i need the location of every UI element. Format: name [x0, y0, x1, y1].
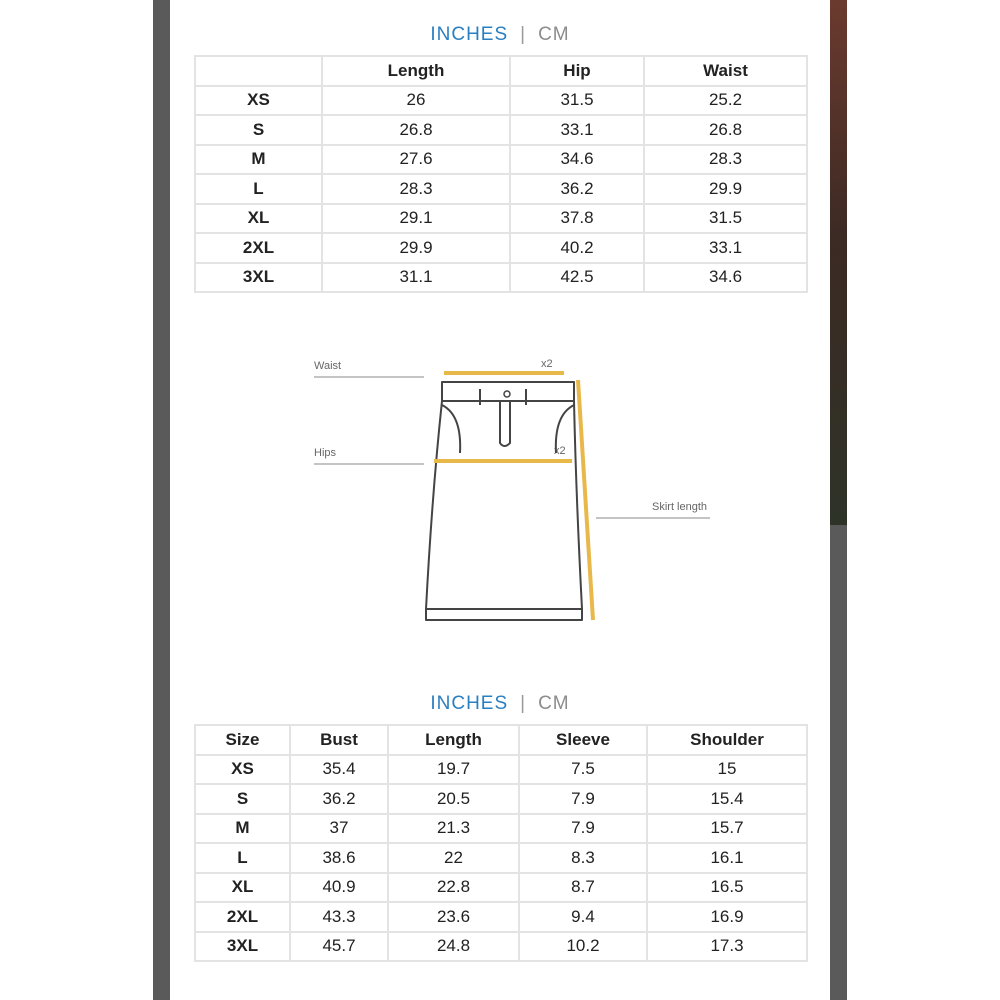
- size-cell: L: [195, 174, 322, 204]
- size-cell: XL: [195, 873, 290, 903]
- table-row: [195, 843, 807, 873]
- size-guide-panel: [170, 0, 830, 1000]
- button-icon: [504, 391, 510, 397]
- table-header-row: [195, 56, 807, 86]
- table-row: [195, 902, 807, 932]
- measurement-cell: 31.5: [644, 204, 807, 234]
- measurement-cell: 9.4: [519, 902, 647, 932]
- hips-multiplier: x2: [554, 445, 566, 457]
- measurement-cell: 45.7: [290, 932, 388, 962]
- size-cell: 3XL: [195, 932, 290, 962]
- skirt-size-table: [194, 55, 808, 293]
- size-cell: M: [195, 145, 322, 175]
- measurement-cell: 25.2: [644, 86, 807, 116]
- measurement-cell: 27.6: [322, 145, 510, 175]
- table-row: [195, 233, 807, 263]
- size-cell: S: [195, 784, 290, 814]
- table-row: [195, 263, 807, 293]
- measurement-cell: 16.9: [647, 902, 807, 932]
- measurement-cell: 23.6: [388, 902, 519, 932]
- measurement-cell: 29.9: [322, 233, 510, 263]
- table-row: [195, 755, 807, 785]
- table-header-row: [195, 725, 807, 755]
- top-unit-toggle: [170, 693, 830, 715]
- size-cell: XL: [195, 204, 322, 234]
- size-cell: XS: [195, 86, 322, 116]
- measurement-cell: 7.9: [519, 814, 647, 844]
- measurement-cell: 28.3: [322, 174, 510, 204]
- top-size-table: [194, 724, 808, 962]
- skirt-unit-toggle: [170, 24, 830, 46]
- measurement-cell: 22.8: [388, 873, 519, 903]
- measurement-cell: 29.1: [322, 204, 510, 234]
- measurement-cell: 31.5: [510, 86, 644, 116]
- measurement-cell: 26: [322, 86, 510, 116]
- top-inches-tab[interactable]: INCHES: [430, 693, 509, 714]
- measurement-cell: 22: [388, 843, 519, 873]
- header-waist: Waist: [644, 56, 807, 86]
- header-length: Length: [388, 725, 519, 755]
- table-row: [195, 932, 807, 962]
- measurement-cell: 36.2: [510, 174, 644, 204]
- measurement-cell: 26.8: [644, 115, 807, 145]
- table-row: [195, 145, 807, 175]
- skirt-length-label: Skirt length: [652, 501, 708, 513]
- measurement-cell: 8.7: [519, 873, 647, 903]
- header-blank: [195, 56, 322, 86]
- measurement-cell: 34.6: [510, 145, 644, 175]
- measurement-cell: 10.2: [519, 932, 647, 962]
- measurement-cell: 40.2: [510, 233, 644, 263]
- measurement-cell: 8.3: [519, 843, 647, 873]
- right-background-strip: [830, 0, 847, 1000]
- top-table-body: [195, 755, 807, 962]
- unit-separator: |: [520, 693, 527, 714]
- table-row: [195, 174, 807, 204]
- measurement-cell: 15: [647, 755, 807, 785]
- measurement-cell: 17.3: [647, 932, 807, 962]
- measurement-cell: 37: [290, 814, 388, 844]
- measurement-cell: 16.5: [647, 873, 807, 903]
- skirt-table-body: [195, 86, 807, 293]
- measurement-cell: 29.9: [644, 174, 807, 204]
- measurement-cell: 16.1: [647, 843, 807, 873]
- measurement-cell: 24.8: [388, 932, 519, 962]
- skirt-cm-tab[interactable]: CM: [538, 24, 570, 45]
- header-bust: Bust: [290, 725, 388, 755]
- table-row: [195, 115, 807, 145]
- measurement-cell: 15.4: [647, 784, 807, 814]
- size-cell: M: [195, 814, 290, 844]
- measurement-cell: 40.9: [290, 873, 388, 903]
- measurement-cell: 21.3: [388, 814, 519, 844]
- table-row: [195, 86, 807, 116]
- skirt-measurement-diagram: [310, 345, 720, 635]
- measurement-cell: 15.7: [647, 814, 807, 844]
- measurement-cell: 26.8: [322, 115, 510, 145]
- header-size: Size: [195, 725, 290, 755]
- unit-separator: |: [520, 24, 527, 45]
- table-row: [195, 814, 807, 844]
- top-cm-tab[interactable]: CM: [538, 693, 570, 714]
- table-row: [195, 784, 807, 814]
- skirt-inches-tab[interactable]: INCHES: [430, 24, 509, 45]
- measurement-cell: 42.5: [510, 263, 644, 293]
- measurement-cell: 20.5: [388, 784, 519, 814]
- measurement-cell: 33.1: [644, 233, 807, 263]
- measurement-cell: 34.6: [644, 263, 807, 293]
- measurement-cell: 28.3: [644, 145, 807, 175]
- size-cell: 2XL: [195, 902, 290, 932]
- measurement-cell: 19.7: [388, 755, 519, 785]
- header-shoulder: Shoulder: [647, 725, 807, 755]
- measurement-cell: 7.5: [519, 755, 647, 785]
- header-length: Length: [322, 56, 510, 86]
- waist-label: Waist: [314, 360, 342, 372]
- left-background-strip: [153, 0, 170, 1000]
- measurement-cell: 43.3: [290, 902, 388, 932]
- skirt-outline: [426, 382, 582, 620]
- measurement-cell: 38.6: [290, 843, 388, 873]
- header-sleeve: Sleeve: [519, 725, 647, 755]
- measurement-cell: 35.4: [290, 755, 388, 785]
- waist-multiplier: x2: [541, 358, 553, 370]
- size-cell: XS: [195, 755, 290, 785]
- measurement-cell: 7.9: [519, 784, 647, 814]
- table-row: [195, 204, 807, 234]
- measurement-cell: 37.8: [510, 204, 644, 234]
- measurement-cell: 36.2: [290, 784, 388, 814]
- measurement-cell: 33.1: [510, 115, 644, 145]
- size-cell: 2XL: [195, 233, 322, 263]
- size-cell: L: [195, 843, 290, 873]
- table-row: [195, 873, 807, 903]
- size-cell: 3XL: [195, 263, 322, 293]
- measurement-cell: 31.1: [322, 263, 510, 293]
- background-photo-edge: [830, 0, 847, 525]
- hips-label: Hips: [314, 447, 337, 459]
- size-cell: S: [195, 115, 322, 145]
- header-hip: Hip: [510, 56, 644, 86]
